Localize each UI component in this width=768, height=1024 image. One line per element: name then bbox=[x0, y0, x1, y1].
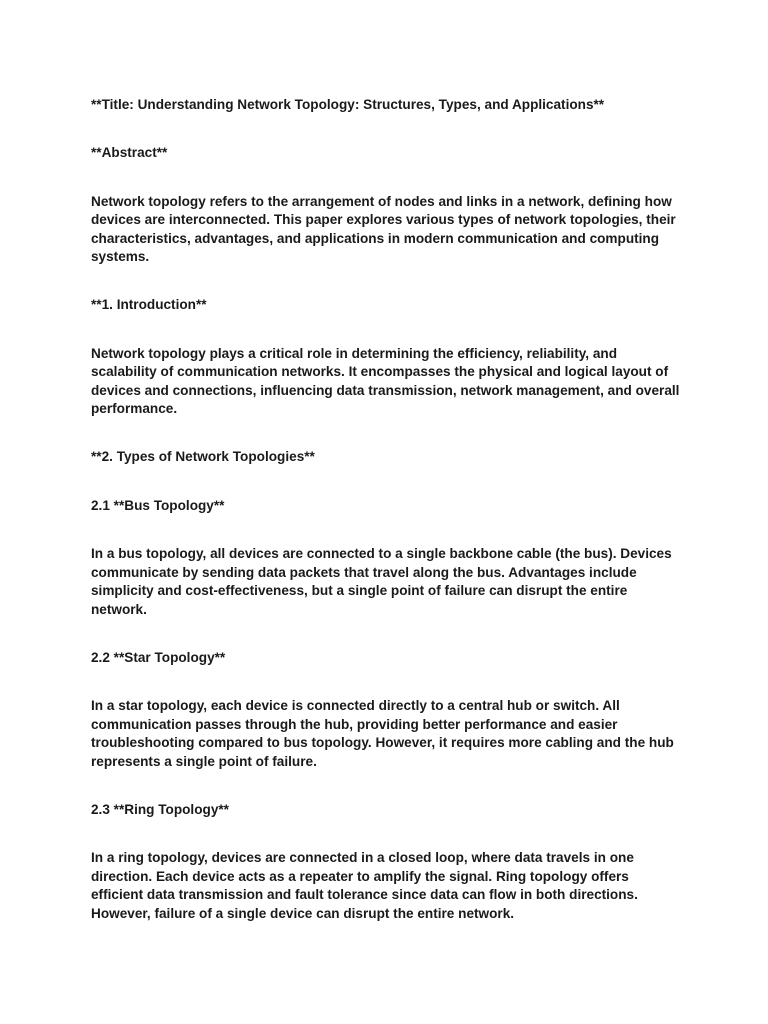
abstract-heading: **Abstract** bbox=[91, 145, 168, 161]
bus-topology-heading: 2.1 **Bus Topology** bbox=[91, 497, 225, 513]
introduction-paragraph: Network topology plays a critical role in determining the efficiency, reliability, and scalability of communication networks. It encompasses the physical and logical layout of devices and connections, influencing data transmission, network management, and overall performance. bbox=[91, 345, 680, 417]
star-topology-paragraph: In a star topology, each device is connected directly to a central hub or switch. All communication passes through the hub, providing better performance and easier troubleshooting compared to bus topology. However, it requires more cabling and the hub represents a single point of failure. bbox=[91, 698, 674, 769]
document-body bbox=[91, 96, 681, 953]
document-title: **Title: Understanding Network Topology: Structures, Types, and Applications** bbox=[91, 97, 605, 112]
ring-topology-paragraph: In a ring topology, devices are connected in a closed loop, where data travels in one direction. Each device acts as a repeater to amplify the signal. Ring topology offers efficient data transmission and fault tolerance since data can flow in both directions. However, failure of a single device can disrupt the entire network. bbox=[91, 850, 638, 921]
bus-topology-paragraph: In a bus topology, all devices are connected to a single backbone cable (the bus). Devices communicate by sending data packets that travel along the bus. Advantages include simplicity and cost-effectiveness, but a single point of failure can disrupt the entire network. bbox=[91, 546, 672, 617]
topology-types-heading: **2. Types of Network Topologies** bbox=[91, 449, 315, 465]
ring-topology-heading: 2.3 **Ring Topology** bbox=[91, 801, 229, 817]
introduction-heading: **1. Introduction** bbox=[91, 297, 207, 313]
abstract-paragraph: Network topology refers to the arrangement of nodes and links in a network, defining how devices are interconnected. This paper explores various types of network topologies, their characteristics, advantages, and applications in modern communication and computing systems. bbox=[91, 193, 676, 265]
star-topology-heading: 2.2 **Star Topology** bbox=[91, 649, 226, 665]
